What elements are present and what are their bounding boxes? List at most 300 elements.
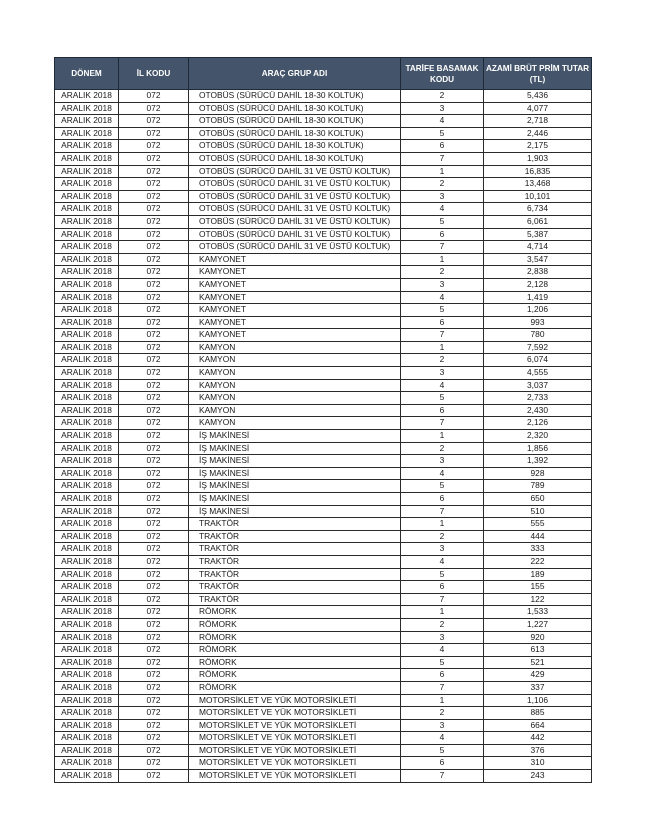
table-row xyxy=(55,707,592,720)
donem-cell: ARALIK 2018 xyxy=(55,770,119,783)
donem-cell: ARALIK 2018 xyxy=(55,379,119,392)
il-kodu-cell: 072 xyxy=(119,241,189,254)
arac-grup-adi-cell: KAMYON xyxy=(189,392,401,405)
donem-cell: ARALIK 2018 xyxy=(55,467,119,480)
il-kodu-cell: 072 xyxy=(119,530,189,543)
il-kodu-cell: 072 xyxy=(119,467,189,480)
table-row xyxy=(55,455,592,468)
arac-grup-adi-cell: KAMYON xyxy=(189,341,401,354)
table-row xyxy=(55,253,592,266)
table-row xyxy=(55,555,592,568)
table-row xyxy=(55,266,592,279)
table-row xyxy=(55,618,592,631)
azami-brut-prim-tutar-cell: 310 xyxy=(484,757,592,770)
donem-cell: ARALIK 2018 xyxy=(55,190,119,203)
azami-brut-prim-tutar-cell: 521 xyxy=(484,656,592,669)
azami-brut-prim-tutar-cell: 13,468 xyxy=(484,178,592,191)
arac-grup-adi-cell: KAMYONET xyxy=(189,266,401,279)
arac-grup-adi-cell: TRAKTÖR xyxy=(189,518,401,531)
azami-brut-prim-tutar-cell: 613 xyxy=(484,644,592,657)
arac-grup-adi-cell: İŞ MAKİNESİ xyxy=(189,480,401,493)
donem-cell: ARALIK 2018 xyxy=(55,631,119,644)
tarife-basamak-kodu-cell: 3 xyxy=(401,278,484,291)
donem-cell: ARALIK 2018 xyxy=(55,442,119,455)
azami-brut-prim-tutar-cell: 3,547 xyxy=(484,253,592,266)
il-kodu-cell: 072 xyxy=(119,278,189,291)
donem-cell: ARALIK 2018 xyxy=(55,744,119,757)
table-row xyxy=(55,581,592,594)
arac-grup-adi-cell: MOTORSİKLET VE YÜK MOTORSİKLETİ xyxy=(189,694,401,707)
tarife-basamak-kodu-cell: 5 xyxy=(401,127,484,140)
tarife-basamak-kodu-cell: 7 xyxy=(401,681,484,694)
tarife-basamak-kodu-cell: 4 xyxy=(401,644,484,657)
azami-brut-prim-tutar-cell: 6,061 xyxy=(484,215,592,228)
arac-grup-adi-cell: OTOBÜS (SÜRÜCÜ DAHİL 18-30 KOLTUK) xyxy=(189,140,401,153)
il-kodu-cell: 072 xyxy=(119,555,189,568)
il-kodu-cell: 072 xyxy=(119,165,189,178)
tarife-basamak-kodu-cell: 5 xyxy=(401,656,484,669)
donem-cell: ARALIK 2018 xyxy=(55,669,119,682)
tarife-basamak-kodu-cell: 4 xyxy=(401,291,484,304)
table-row xyxy=(55,770,592,783)
il-kodu-cell: 072 xyxy=(119,215,189,228)
table-row xyxy=(55,530,592,543)
table-row xyxy=(55,127,592,140)
donem-cell: ARALIK 2018 xyxy=(55,618,119,631)
donem-cell: ARALIK 2018 xyxy=(55,505,119,518)
donem-cell: ARALIK 2018 xyxy=(55,606,119,619)
azami-brut-prim-tutar-cell: 1,106 xyxy=(484,694,592,707)
azami-brut-prim-tutar-cell: 2,733 xyxy=(484,392,592,405)
donem-cell: ARALIK 2018 xyxy=(55,152,119,165)
arac-grup-adi-cell: MOTORSİKLET VE YÜK MOTORSİKLETİ xyxy=(189,757,401,770)
tarife-basamak-kodu-cell: 6 xyxy=(401,669,484,682)
arac-grup-adi-cell: İŞ MAKİNESİ xyxy=(189,467,401,480)
donem-cell: ARALIK 2018 xyxy=(55,555,119,568)
azami-brut-prim-tutar-cell: 6,734 xyxy=(484,203,592,216)
il-kodu-cell: 072 xyxy=(119,518,189,531)
tarife-basamak-kodu-cell: 5 xyxy=(401,392,484,405)
table-row xyxy=(55,367,592,380)
tarife-basamak-kodu-cell: 2 xyxy=(401,618,484,631)
azami-brut-prim-tutar-cell: 2,838 xyxy=(484,266,592,279)
donem-cell: ARALIK 2018 xyxy=(55,241,119,254)
tarife-basamak-kodu-cell: 3 xyxy=(401,719,484,732)
il-kodu-cell: 072 xyxy=(119,430,189,443)
arac-grup-adi-cell: İŞ MAKİNESİ xyxy=(189,442,401,455)
table-row xyxy=(55,304,592,317)
table-row xyxy=(55,152,592,165)
donem-cell: ARALIK 2018 xyxy=(55,455,119,468)
arac-grup-adi-cell: RÖMORK xyxy=(189,618,401,631)
table-row xyxy=(55,442,592,455)
tarife-basamak-kodu-cell: 4 xyxy=(401,467,484,480)
donem-cell: ARALIK 2018 xyxy=(55,581,119,594)
tarife-basamak-kodu-cell: 5 xyxy=(401,480,484,493)
arac-grup-adi-cell: KAMYONET xyxy=(189,316,401,329)
tarife-basamak-kodu-cell: 3 xyxy=(401,543,484,556)
azami-brut-prim-tutar-cell: 333 xyxy=(484,543,592,556)
donem-cell: ARALIK 2018 xyxy=(55,278,119,291)
donem-cell: ARALIK 2018 xyxy=(55,329,119,342)
il-kodu-cell: 072 xyxy=(119,127,189,140)
table-row xyxy=(55,316,592,329)
tarife-basamak-kodu-cell: 5 xyxy=(401,568,484,581)
header-il-kodu: İL KODU xyxy=(119,58,189,90)
il-kodu-cell: 072 xyxy=(119,732,189,745)
table-header xyxy=(55,58,592,90)
arac-grup-adi-cell: İŞ MAKİNESİ xyxy=(189,505,401,518)
donem-cell: ARALIK 2018 xyxy=(55,127,119,140)
tarife-basamak-kodu-cell: 2 xyxy=(401,530,484,543)
tarife-basamak-kodu-cell: 2 xyxy=(401,354,484,367)
table-row xyxy=(55,694,592,707)
azami-brut-prim-tutar-cell: 6,074 xyxy=(484,354,592,367)
azami-brut-prim-tutar-cell: 2,175 xyxy=(484,140,592,153)
donem-cell: ARALIK 2018 xyxy=(55,266,119,279)
il-kodu-cell: 072 xyxy=(119,606,189,619)
tarife-basamak-kodu-cell: 1 xyxy=(401,694,484,707)
il-kodu-cell: 072 xyxy=(119,770,189,783)
donem-cell: ARALIK 2018 xyxy=(55,694,119,707)
table-row xyxy=(55,606,592,619)
donem-cell: ARALIK 2018 xyxy=(55,568,119,581)
azami-brut-prim-tutar-cell: 222 xyxy=(484,555,592,568)
tarife-basamak-kodu-cell: 2 xyxy=(401,266,484,279)
arac-grup-adi-cell: TRAKTÖR xyxy=(189,555,401,568)
azami-brut-prim-tutar-cell: 1,419 xyxy=(484,291,592,304)
azami-brut-prim-tutar-cell: 4,077 xyxy=(484,102,592,115)
il-kodu-cell: 072 xyxy=(119,694,189,707)
azami-brut-prim-tutar-cell: 1,206 xyxy=(484,304,592,317)
il-kodu-cell: 072 xyxy=(119,115,189,128)
table-row xyxy=(55,505,592,518)
donem-cell: ARALIK 2018 xyxy=(55,367,119,380)
azami-brut-prim-tutar-cell: 664 xyxy=(484,719,592,732)
azami-brut-prim-tutar-cell: 3,037 xyxy=(484,379,592,392)
il-kodu-cell: 072 xyxy=(119,757,189,770)
arac-grup-adi-cell: KAMYONET xyxy=(189,253,401,266)
il-kodu-cell: 072 xyxy=(119,367,189,380)
arac-grup-adi-cell: TRAKTÖR xyxy=(189,581,401,594)
azami-brut-prim-tutar-cell: 376 xyxy=(484,744,592,757)
tarife-basamak-kodu-cell: 7 xyxy=(401,152,484,165)
il-kodu-cell: 072 xyxy=(119,568,189,581)
tarife-basamak-kodu-cell: 6 xyxy=(401,140,484,153)
il-kodu-cell: 072 xyxy=(119,505,189,518)
azami-brut-prim-tutar-cell: 789 xyxy=(484,480,592,493)
table-row xyxy=(55,190,592,203)
table-row xyxy=(55,278,592,291)
table-row xyxy=(55,178,592,191)
azami-brut-prim-tutar-cell: 442 xyxy=(484,732,592,745)
azami-brut-prim-tutar-cell: 4,714 xyxy=(484,241,592,254)
tarife-basamak-kodu-cell: 7 xyxy=(401,593,484,606)
il-kodu-cell: 072 xyxy=(119,379,189,392)
il-kodu-cell: 072 xyxy=(119,253,189,266)
il-kodu-cell: 072 xyxy=(119,140,189,153)
tarife-basamak-kodu-cell: 7 xyxy=(401,505,484,518)
table-row xyxy=(55,379,592,392)
arac-grup-adi-cell: RÖMORK xyxy=(189,644,401,657)
donem-cell: ARALIK 2018 xyxy=(55,102,119,115)
tarife-basamak-kodu-cell: 3 xyxy=(401,367,484,380)
arac-grup-adi-cell: TRAKTÖR xyxy=(189,568,401,581)
donem-cell: ARALIK 2018 xyxy=(55,530,119,543)
azami-brut-prim-tutar-cell: 510 xyxy=(484,505,592,518)
arac-grup-adi-cell: RÖMORK xyxy=(189,631,401,644)
table-row xyxy=(55,543,592,556)
table-row xyxy=(55,593,592,606)
tarife-basamak-kodu-cell: 1 xyxy=(401,165,484,178)
table-row xyxy=(55,669,592,682)
arac-grup-adi-cell: OTOBÜS (SÜRÜCÜ DAHİL 18-30 KOLTUK) xyxy=(189,115,401,128)
table-row xyxy=(55,354,592,367)
arac-grup-adi-cell: İŞ MAKİNESİ xyxy=(189,430,401,443)
tariff-table xyxy=(54,57,592,783)
il-kodu-cell: 072 xyxy=(119,669,189,682)
table-row xyxy=(55,757,592,770)
table-row xyxy=(55,203,592,216)
table-body xyxy=(55,90,592,783)
arac-grup-adi-cell: OTOBÜS (SÜRÜCÜ DAHİL 18-30 KOLTUK) xyxy=(189,127,401,140)
tarife-basamak-kodu-cell: 2 xyxy=(401,442,484,455)
table-row xyxy=(55,744,592,757)
azami-brut-prim-tutar-cell: 650 xyxy=(484,493,592,506)
table-row xyxy=(55,228,592,241)
donem-cell: ARALIK 2018 xyxy=(55,354,119,367)
arac-grup-adi-cell: OTOBÜS (SÜRÜCÜ DAHİL 31 VE ÜSTÜ KOLTUK) xyxy=(189,215,401,228)
table-row xyxy=(55,241,592,254)
tarife-basamak-kodu-cell: 1 xyxy=(401,253,484,266)
azami-brut-prim-tutar-cell: 10,101 xyxy=(484,190,592,203)
arac-grup-adi-cell: KAMYONET xyxy=(189,304,401,317)
azami-brut-prim-tutar-cell: 1,856 xyxy=(484,442,592,455)
donem-cell: ARALIK 2018 xyxy=(55,115,119,128)
table-row xyxy=(55,518,592,531)
table-row xyxy=(55,568,592,581)
arac-grup-adi-cell: KAMYONET xyxy=(189,329,401,342)
il-kodu-cell: 072 xyxy=(119,417,189,430)
arac-grup-adi-cell: MOTORSİKLET VE YÜK MOTORSİKLETİ xyxy=(189,744,401,757)
tarife-basamak-kodu-cell: 3 xyxy=(401,455,484,468)
table-row xyxy=(55,681,592,694)
tarife-basamak-kodu-cell: 2 xyxy=(401,178,484,191)
arac-grup-adi-cell: OTOBÜS (SÜRÜCÜ DAHİL 31 VE ÜSTÜ KOLTUK) xyxy=(189,190,401,203)
il-kodu-cell: 072 xyxy=(119,329,189,342)
azami-brut-prim-tutar-cell: 885 xyxy=(484,707,592,720)
tarife-basamak-kodu-cell: 4 xyxy=(401,379,484,392)
table-row xyxy=(55,430,592,443)
il-kodu-cell: 072 xyxy=(119,178,189,191)
donem-cell: ARALIK 2018 xyxy=(55,644,119,657)
donem-cell: ARALIK 2018 xyxy=(55,392,119,405)
arac-grup-adi-cell: KAMYONET xyxy=(189,278,401,291)
tarife-basamak-kodu-cell: 6 xyxy=(401,316,484,329)
donem-cell: ARALIK 2018 xyxy=(55,253,119,266)
arac-grup-adi-cell: OTOBÜS (SÜRÜCÜ DAHİL 31 VE ÜSTÜ KOLTUK) xyxy=(189,178,401,191)
il-kodu-cell: 072 xyxy=(119,744,189,757)
azami-brut-prim-tutar-cell: 1,903 xyxy=(484,152,592,165)
azami-brut-prim-tutar-cell: 2,126 xyxy=(484,417,592,430)
donem-cell: ARALIK 2018 xyxy=(55,165,119,178)
tarife-basamak-kodu-cell: 6 xyxy=(401,493,484,506)
azami-brut-prim-tutar-cell: 2,446 xyxy=(484,127,592,140)
header-azami-brut-prim-tutar: AZAMİ BRÜT PRİM TUTAR (TL) xyxy=(484,58,592,90)
il-kodu-cell: 072 xyxy=(119,90,189,103)
donem-cell: ARALIK 2018 xyxy=(55,430,119,443)
il-kodu-cell: 072 xyxy=(119,719,189,732)
tarife-basamak-kodu-cell: 4 xyxy=(401,203,484,216)
arac-grup-adi-cell: OTOBÜS (SÜRÜCÜ DAHİL 18-30 KOLTUK) xyxy=(189,102,401,115)
tarife-basamak-kodu-cell: 5 xyxy=(401,304,484,317)
table-row xyxy=(55,215,592,228)
tarife-basamak-kodu-cell: 5 xyxy=(401,744,484,757)
donem-cell: ARALIK 2018 xyxy=(55,493,119,506)
azami-brut-prim-tutar-cell: 920 xyxy=(484,631,592,644)
azami-brut-prim-tutar-cell: 5,387 xyxy=(484,228,592,241)
header-tarife-basamak-kodu: TARİFE BASAMAK KODU xyxy=(401,58,484,90)
arac-grup-adi-cell: TRAKTÖR xyxy=(189,593,401,606)
arac-grup-adi-cell: OTOBÜS (SÜRÜCÜ DAHİL 18-30 KOLTUK) xyxy=(189,152,401,165)
azami-brut-prim-tutar-cell: 7,592 xyxy=(484,341,592,354)
tarife-basamak-kodu-cell: 7 xyxy=(401,417,484,430)
arac-grup-adi-cell: MOTORSİKLET VE YÜK MOTORSİKLETİ xyxy=(189,707,401,720)
arac-grup-adi-cell: KAMYON xyxy=(189,367,401,380)
azami-brut-prim-tutar-cell: 189 xyxy=(484,568,592,581)
arac-grup-adi-cell: OTOBÜS (SÜRÜCÜ DAHİL 31 VE ÜSTÜ KOLTUK) xyxy=(189,228,401,241)
tarife-basamak-kodu-cell: 2 xyxy=(401,90,484,103)
table-row xyxy=(55,467,592,480)
azami-brut-prim-tutar-cell: 429 xyxy=(484,669,592,682)
tarife-basamak-kodu-cell: 4 xyxy=(401,555,484,568)
il-kodu-cell: 072 xyxy=(119,644,189,657)
donem-cell: ARALIK 2018 xyxy=(55,304,119,317)
tarife-basamak-kodu-cell: 3 xyxy=(401,631,484,644)
table-row xyxy=(55,719,592,732)
il-kodu-cell: 072 xyxy=(119,404,189,417)
il-kodu-cell: 072 xyxy=(119,707,189,720)
tarife-basamak-kodu-cell: 7 xyxy=(401,241,484,254)
azami-brut-prim-tutar-cell: 2,718 xyxy=(484,115,592,128)
donem-cell: ARALIK 2018 xyxy=(55,543,119,556)
azami-brut-prim-tutar-cell: 4,555 xyxy=(484,367,592,380)
header-donem: DÖNEM xyxy=(55,58,119,90)
il-kodu-cell: 072 xyxy=(119,102,189,115)
azami-brut-prim-tutar-cell: 780 xyxy=(484,329,592,342)
arac-grup-adi-cell: İŞ MAKİNESİ xyxy=(189,455,401,468)
donem-cell: ARALIK 2018 xyxy=(55,656,119,669)
il-kodu-cell: 072 xyxy=(119,190,189,203)
table-row xyxy=(55,656,592,669)
arac-grup-adi-cell: KAMYON xyxy=(189,379,401,392)
table-row xyxy=(55,732,592,745)
arac-grup-adi-cell: KAMYONET xyxy=(189,291,401,304)
azami-brut-prim-tutar-cell: 2,320 xyxy=(484,430,592,443)
azami-brut-prim-tutar-cell: 337 xyxy=(484,681,592,694)
table-row xyxy=(55,90,592,103)
header-arac-grup-adi: ARAÇ GRUP ADI xyxy=(189,58,401,90)
il-kodu-cell: 072 xyxy=(119,341,189,354)
azami-brut-prim-tutar-cell: 993 xyxy=(484,316,592,329)
il-kodu-cell: 072 xyxy=(119,266,189,279)
donem-cell: ARALIK 2018 xyxy=(55,593,119,606)
table-row xyxy=(55,631,592,644)
tarife-basamak-kodu-cell: 3 xyxy=(401,102,484,115)
tarife-basamak-kodu-cell: 6 xyxy=(401,404,484,417)
il-kodu-cell: 072 xyxy=(119,304,189,317)
il-kodu-cell: 072 xyxy=(119,581,189,594)
il-kodu-cell: 072 xyxy=(119,354,189,367)
arac-grup-adi-cell: RÖMORK xyxy=(189,669,401,682)
arac-grup-adi-cell: MOTORSİKLET VE YÜK MOTORSİKLETİ xyxy=(189,719,401,732)
tarife-basamak-kodu-cell: 4 xyxy=(401,732,484,745)
il-kodu-cell: 072 xyxy=(119,152,189,165)
donem-cell: ARALIK 2018 xyxy=(55,480,119,493)
donem-cell: ARALIK 2018 xyxy=(55,215,119,228)
azami-brut-prim-tutar-cell: 155 xyxy=(484,581,592,594)
tarife-basamak-kodu-cell: 6 xyxy=(401,228,484,241)
arac-grup-adi-cell: RÖMORK xyxy=(189,656,401,669)
table-row xyxy=(55,140,592,153)
donem-cell: ARALIK 2018 xyxy=(55,417,119,430)
tarife-basamak-kodu-cell: 3 xyxy=(401,190,484,203)
tarife-basamak-kodu-cell: 1 xyxy=(401,518,484,531)
tarife-basamak-kodu-cell: 6 xyxy=(401,581,484,594)
arac-grup-adi-cell: MOTORSİKLET VE YÜK MOTORSİKLETİ xyxy=(189,770,401,783)
arac-grup-adi-cell: TRAKTÖR xyxy=(189,530,401,543)
arac-grup-adi-cell: OTOBÜS (SÜRÜCÜ DAHİL 31 VE ÜSTÜ KOLTUK) xyxy=(189,203,401,216)
il-kodu-cell: 072 xyxy=(119,316,189,329)
il-kodu-cell: 072 xyxy=(119,480,189,493)
il-kodu-cell: 072 xyxy=(119,681,189,694)
table-row xyxy=(55,329,592,342)
donem-cell: ARALIK 2018 xyxy=(55,757,119,770)
azami-brut-prim-tutar-cell: 555 xyxy=(484,518,592,531)
il-kodu-cell: 072 xyxy=(119,618,189,631)
donem-cell: ARALIK 2018 xyxy=(55,90,119,103)
arac-grup-adi-cell: OTOBÜS (SÜRÜCÜ DAHİL 31 VE ÜSTÜ KOLTUK) xyxy=(189,241,401,254)
donem-cell: ARALIK 2018 xyxy=(55,341,119,354)
azami-brut-prim-tutar-cell: 5,436 xyxy=(484,90,592,103)
azami-brut-prim-tutar-cell: 16,835 xyxy=(484,165,592,178)
azami-brut-prim-tutar-cell: 1,392 xyxy=(484,455,592,468)
il-kodu-cell: 072 xyxy=(119,442,189,455)
table-row xyxy=(55,102,592,115)
tarife-basamak-kodu-cell: 4 xyxy=(401,115,484,128)
donem-cell: ARALIK 2018 xyxy=(55,316,119,329)
tarife-basamak-kodu-cell: 2 xyxy=(401,707,484,720)
donem-cell: ARALIK 2018 xyxy=(55,228,119,241)
table-row xyxy=(55,341,592,354)
arac-grup-adi-cell: TRAKTÖR xyxy=(189,543,401,556)
donem-cell: ARALIK 2018 xyxy=(55,140,119,153)
azami-brut-prim-tutar-cell: 1,533 xyxy=(484,606,592,619)
table-row xyxy=(55,165,592,178)
arac-grup-adi-cell: OTOBÜS (SÜRÜCÜ DAHİL 18-30 KOLTUK) xyxy=(189,90,401,103)
il-kodu-cell: 072 xyxy=(119,631,189,644)
tarife-basamak-kodu-cell: 6 xyxy=(401,757,484,770)
donem-cell: ARALIK 2018 xyxy=(55,178,119,191)
tarife-basamak-kodu-cell: 7 xyxy=(401,329,484,342)
tarife-basamak-kodu-cell: 7 xyxy=(401,770,484,783)
table-row xyxy=(55,480,592,493)
azami-brut-prim-tutar-cell: 444 xyxy=(484,530,592,543)
azami-brut-prim-tutar-cell: 243 xyxy=(484,770,592,783)
il-kodu-cell: 072 xyxy=(119,593,189,606)
table-row xyxy=(55,493,592,506)
donem-cell: ARALIK 2018 xyxy=(55,707,119,720)
